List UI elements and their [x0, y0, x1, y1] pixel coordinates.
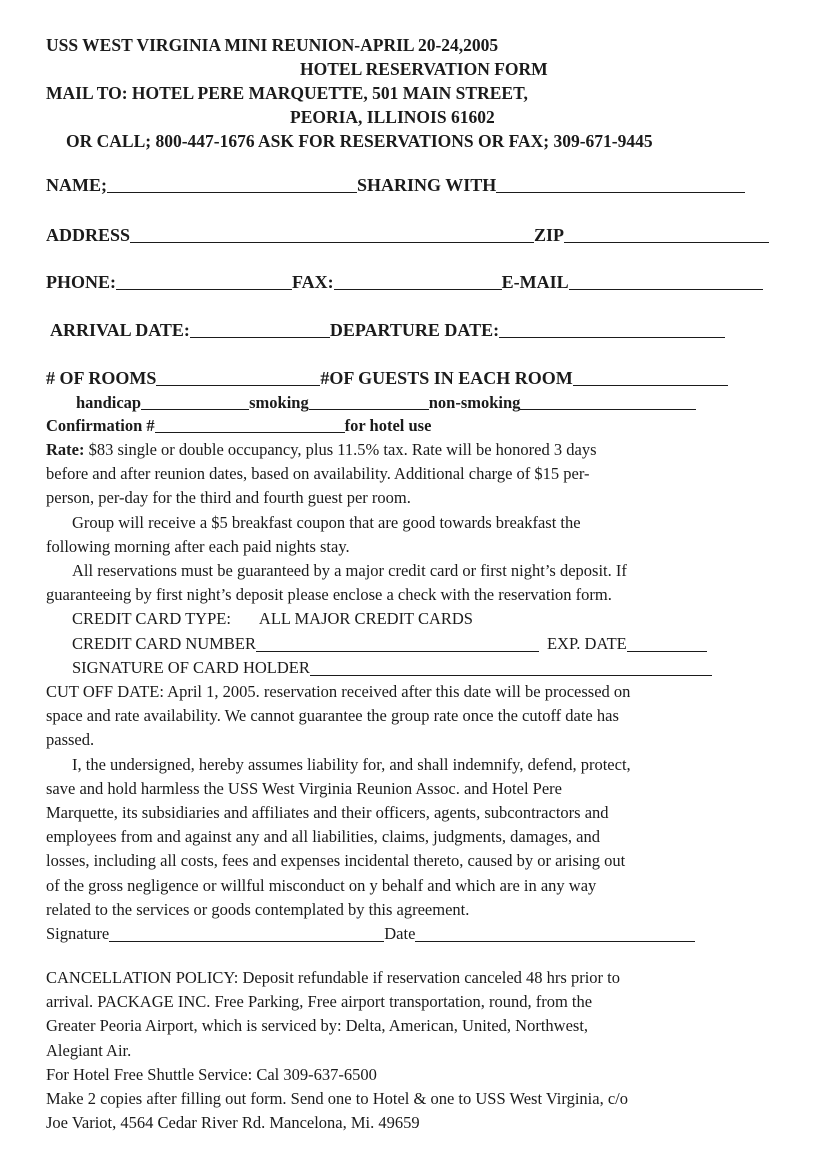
dates-row: [50, 320, 725, 341]
exp-date-label: EXP. DATE: [546, 633, 627, 653]
reunion-title: USS WEST VIRGINIA MINI REUNION-APRIL 20-24,2005: [46, 35, 499, 55]
departure-date-field[interactable]: [499, 320, 725, 338]
card-signature-label: SIGNATURE OF CARD HOLDER: [72, 657, 310, 677]
mail-to-city: PEORIA, ILLINOIS 61602: [290, 107, 495, 127]
hotel-use-label: for hotel use: [344, 416, 432, 435]
name-field[interactable]: [107, 175, 357, 193]
liability-line-3: Marquette, its subsidiaries and affiliates and their officers, agents, subcontractors and: [46, 803, 609, 823]
phone-field[interactable]: [116, 272, 292, 290]
name-label: NAME;: [46, 175, 107, 195]
signature-date-field[interactable]: [415, 927, 695, 942]
smoking-label: smoking: [249, 393, 309, 412]
copies-line-2: Joe Variot, 4564 Cedar River Rd. Mancelona, Mi. 49659: [46, 1113, 420, 1133]
email-label: E-MAIL: [501, 272, 569, 292]
liability-line-4: employees from and against any and all liabilities, claims, judgments, damages, and: [46, 827, 600, 847]
rooms-row: [46, 368, 728, 389]
contact-row: [46, 272, 763, 293]
address-field[interactable]: [130, 225, 534, 243]
address-label: ADDRESS: [46, 225, 131, 245]
cutoff-line-3: passed.: [46, 730, 95, 750]
rooms-label: # OF ROOMS: [46, 368, 157, 388]
mail-to-line: MAIL TO: HOTEL PERE MARQUETTE, 501 MAIN STREET,: [46, 83, 528, 103]
cutoff-line-2: space and rate availability. We cannot guarantee the group rate once the cutoff date has: [46, 706, 619, 726]
guarantee-line-2: guaranteeing by first night’s deposit please enclose a check with the reservation form.: [46, 585, 612, 605]
call-fax-line: OR CALL; 800-447-1676 ASK FOR RESERVATIONS OR FAX; 309-671-9445: [66, 131, 653, 151]
confirmation-field[interactable]: [155, 418, 345, 433]
zip-label: ZIP: [534, 225, 565, 245]
arrival-date-label: ARRIVAL DATE:: [50, 320, 190, 340]
guarantee-line-1: All reservations must be guaranteed by a major credit card or first night’s deposit. If: [72, 561, 627, 581]
rate-line-2: before and after reunion dates, based on availability. Additional charge of $15 per-: [46, 464, 590, 484]
fax-field[interactable]: [334, 272, 502, 290]
credit-card-number-label: CREDIT CARD NUMBER: [72, 633, 256, 653]
liability-line-1: I, the undersigned, hereby assumes liability for, and shall indemnify, defend, protect,: [72, 754, 631, 774]
credit-card-type-row: [46, 607, 712, 631]
departure-date-label: DEPARTURE DATE:: [329, 320, 500, 340]
cancellation-line-4: Alegiant Air.: [46, 1040, 132, 1060]
cutoff-line-1: CUT OFF DATE: April 1, 2005. reservation received after this date will be processed on: [46, 682, 631, 702]
signature-row: [46, 922, 712, 946]
liability-line-5: losses, including all costs, fees and expenses incidental thereto, caused by or arising out: [46, 851, 626, 871]
signature-date-label: Date: [384, 924, 416, 944]
liability-line-6: of the gross negligence or willful misconduct on y behalf and which are in any way: [46, 875, 597, 895]
credit-card-type-label: CREDIT CARD TYPE:: [72, 609, 231, 629]
form-title: HOTEL RESERVATION FORM: [300, 59, 548, 79]
exp-date-field[interactable]: [627, 637, 707, 652]
non-smoking-field[interactable]: [520, 395, 696, 410]
room-preferences-row: [76, 393, 696, 413]
breakfast-line-2: following morning after each paid nights stay.: [46, 536, 350, 556]
card-signature-field[interactable]: [310, 661, 712, 676]
handicap-field[interactable]: [141, 395, 249, 410]
cancellation-line-2: arrival. PACKAGE INC. Free Parking, Free airport transportation, round, from the: [46, 992, 593, 1012]
email-field[interactable]: [569, 272, 763, 290]
cancellation-line-1: CANCELLATION POLICY: Deposit refundable if reservation canceled 48 hrs prior to: [46, 968, 621, 987]
credit-card-number-row: [46, 632, 712, 656]
credit-card-type-value: ALL MAJOR CREDIT CARDS: [258, 609, 473, 629]
liability-line-2: save and hold harmless the USS West Virginia Reunion Assoc. and Hotel Pere: [46, 778, 562, 798]
smoking-field[interactable]: [309, 395, 429, 410]
phone-label: PHONE:: [46, 272, 116, 292]
rate-line-3: person, per-day for the third and fourth guest per room.: [46, 488, 411, 508]
rate-label: Rate:: [46, 440, 85, 459]
address-row: [46, 225, 769, 246]
copies-line-1: Make 2 copies after filling out form. Send one to Hotel & one to USS West Virginia, c/o: [46, 1089, 628, 1109]
rate-section: [46, 438, 712, 946]
rooms-field[interactable]: [156, 368, 320, 386]
handicap-label: handicap: [76, 393, 142, 412]
rate-line-1: $83 single or double occupancy, plus 11.5% tax. Rate will be honored 3 days: [84, 440, 597, 459]
liability-line-7: related to the services or goods contemplated by this agreement.: [46, 899, 470, 919]
sharing-with-label: SHARING WITH: [357, 175, 497, 195]
sharing-with-field[interactable]: [496, 175, 745, 193]
card-signature-row: [46, 656, 712, 680]
credit-card-number-field[interactable]: [256, 637, 539, 652]
guests-field[interactable]: [573, 368, 728, 386]
breakfast-line-1: Group will receive a $5 breakfast coupon that are good towards breakfast the: [72, 512, 581, 532]
confirmation-label: Confirmation #: [46, 416, 155, 435]
shuttle-line: For Hotel Free Shuttle Service: Cal 309-637-6500: [46, 1064, 377, 1084]
cancellation-section: [46, 966, 628, 1135]
cancellation-line-3: Greater Peoria Airport, which is serviced by: Delta, American, United, Northwest,: [46, 1016, 589, 1036]
name-row: [46, 175, 745, 196]
zip-field[interactable]: [564, 225, 769, 243]
fax-label: FAX:: [292, 272, 334, 292]
guests-label: #OF GUESTS IN EACH ROOM: [320, 368, 573, 388]
non-smoking-label: non-smoking: [428, 393, 521, 412]
signature-label: Signature: [46, 924, 110, 944]
confirmation-row: [46, 416, 431, 436]
arrival-date-field[interactable]: [190, 320, 330, 338]
signature-field[interactable]: [109, 927, 384, 942]
